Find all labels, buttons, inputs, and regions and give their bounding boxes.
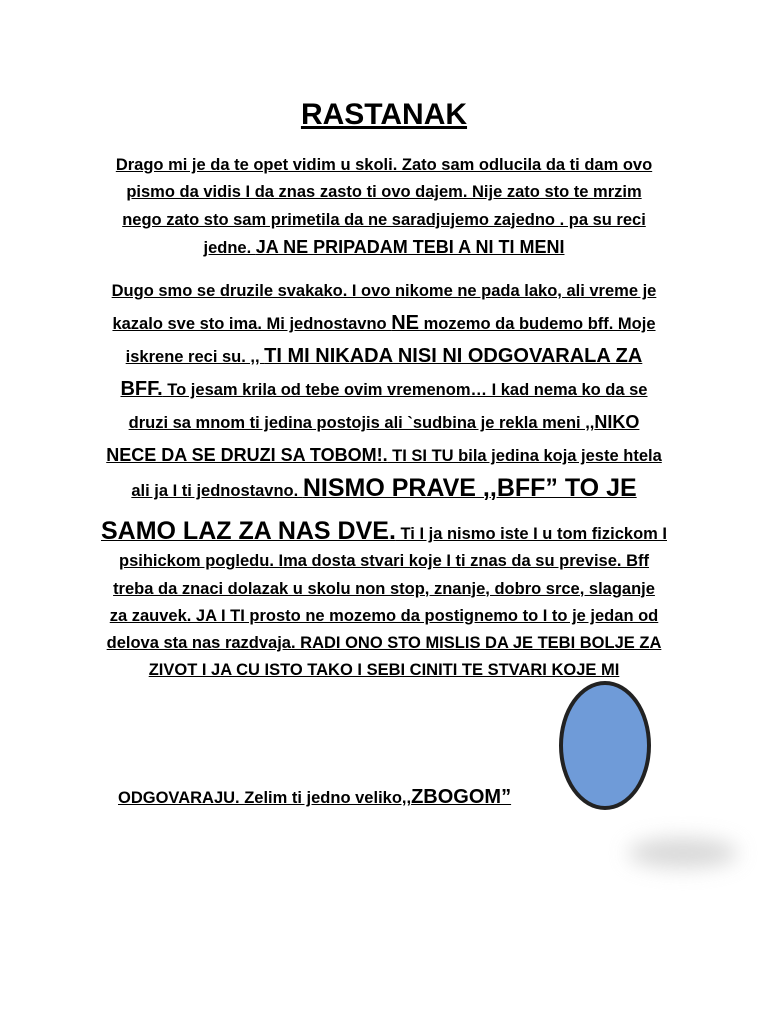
scan-smudge	[628, 838, 738, 868]
text-fragment: mozemo da budemo bff. Moje	[419, 315, 656, 333]
text-line: pismo da vidis I da znas zasto ti ovo dajem. Nije zato sto te mrzim	[126, 183, 642, 202]
text-line: Drago mi je da te opet vidim u skoli. Zato sam odlucila da ti dam ovo	[115, 156, 653, 174]
paragraph-1	[88, 152, 680, 262]
text-line: delova sta nas razdvaja. RADI ONO STO MISLIS DA JE TEBI BOLJE ZA	[106, 634, 662, 653]
text-fragment: druzi sa mnom ti jedina postojis ali `sudbina je rekla meni ,,	[128, 414, 595, 432]
text-fragment: jedne.	[203, 238, 256, 257]
emphasis-text: NIKO	[594, 412, 640, 432]
text-fragment: TI SI TU bila jedina koja jeste htela	[387, 447, 662, 465]
text-fragment: kazalo sve sto ima. Mi jednostavno	[112, 315, 392, 333]
text-fragment: ali ja I ti jednostavno.	[131, 482, 303, 500]
emphasis-text: NECE DA SE DRUZI SA TOBOM!.	[106, 445, 388, 465]
emphasis-text: NISMO PRAVE ,,BFF” TO JE	[302, 474, 637, 502]
blue-oval-shape	[559, 681, 651, 810]
text-fragment: Ti I ja nismo iste I u tom fizickom I	[395, 525, 667, 543]
text-line	[88, 472, 680, 507]
text-fragment: iskrene reci su. ,,	[125, 348, 265, 366]
text-line: za zauvek. JA I TI prosto ne mozemo da postignemo to I to je jedan od	[109, 606, 659, 625]
paragraph-2	[88, 275, 680, 507]
emphasis-text: BFF.	[120, 378, 163, 400]
emphasis-text: ZBOGOM”	[411, 786, 512, 808]
text-line	[88, 340, 680, 373]
text-line	[88, 373, 680, 406]
document-title: RASTANAK	[300, 98, 468, 131]
text-line	[88, 307, 680, 340]
text-line: Dugo smo se druzile svakako. I ovo nikome ne pada lako, ali vreme je	[111, 282, 657, 300]
text-line: nego zato sto sam primetila da ne saradjujemo zajedno . pa su reci	[122, 210, 646, 229]
text-line: treba da znaci dolazak u skolu non stop, znanje, dobro srce, slaganje	[113, 579, 655, 598]
paragraph-3	[88, 518, 680, 685]
text-line	[88, 439, 680, 472]
emphasis-text: SAMO LAZ ZA NAS DVE.	[100, 517, 396, 545]
text-fragment: ODGOVARAJU. Zelim ti jedno veliko,,	[118, 789, 412, 807]
text-line	[88, 234, 680, 262]
emphasis-text: JA NE PRIPADAM TEBI A NI TI MENI	[255, 236, 565, 257]
emphasis-text: NE	[391, 312, 420, 334]
closing-line	[118, 786, 511, 809]
emphasis-text: TI MI NIKADA NISI NI ODGOVARALA ZA	[264, 345, 643, 367]
text-line	[88, 518, 680, 548]
text-fragment: To jesam krila od tebe ovim vremenom… I kad nema ko da se	[162, 381, 648, 399]
text-line: psihickom pogledu. Ima dosta stvari koje I ti znas da su previse. Bff	[119, 552, 649, 571]
text-line: ZIVOT I JA CU ISTO TAKO I SEBI CINITI TE STVARI KOJE MI	[148, 661, 620, 680]
text-line	[88, 406, 680, 439]
